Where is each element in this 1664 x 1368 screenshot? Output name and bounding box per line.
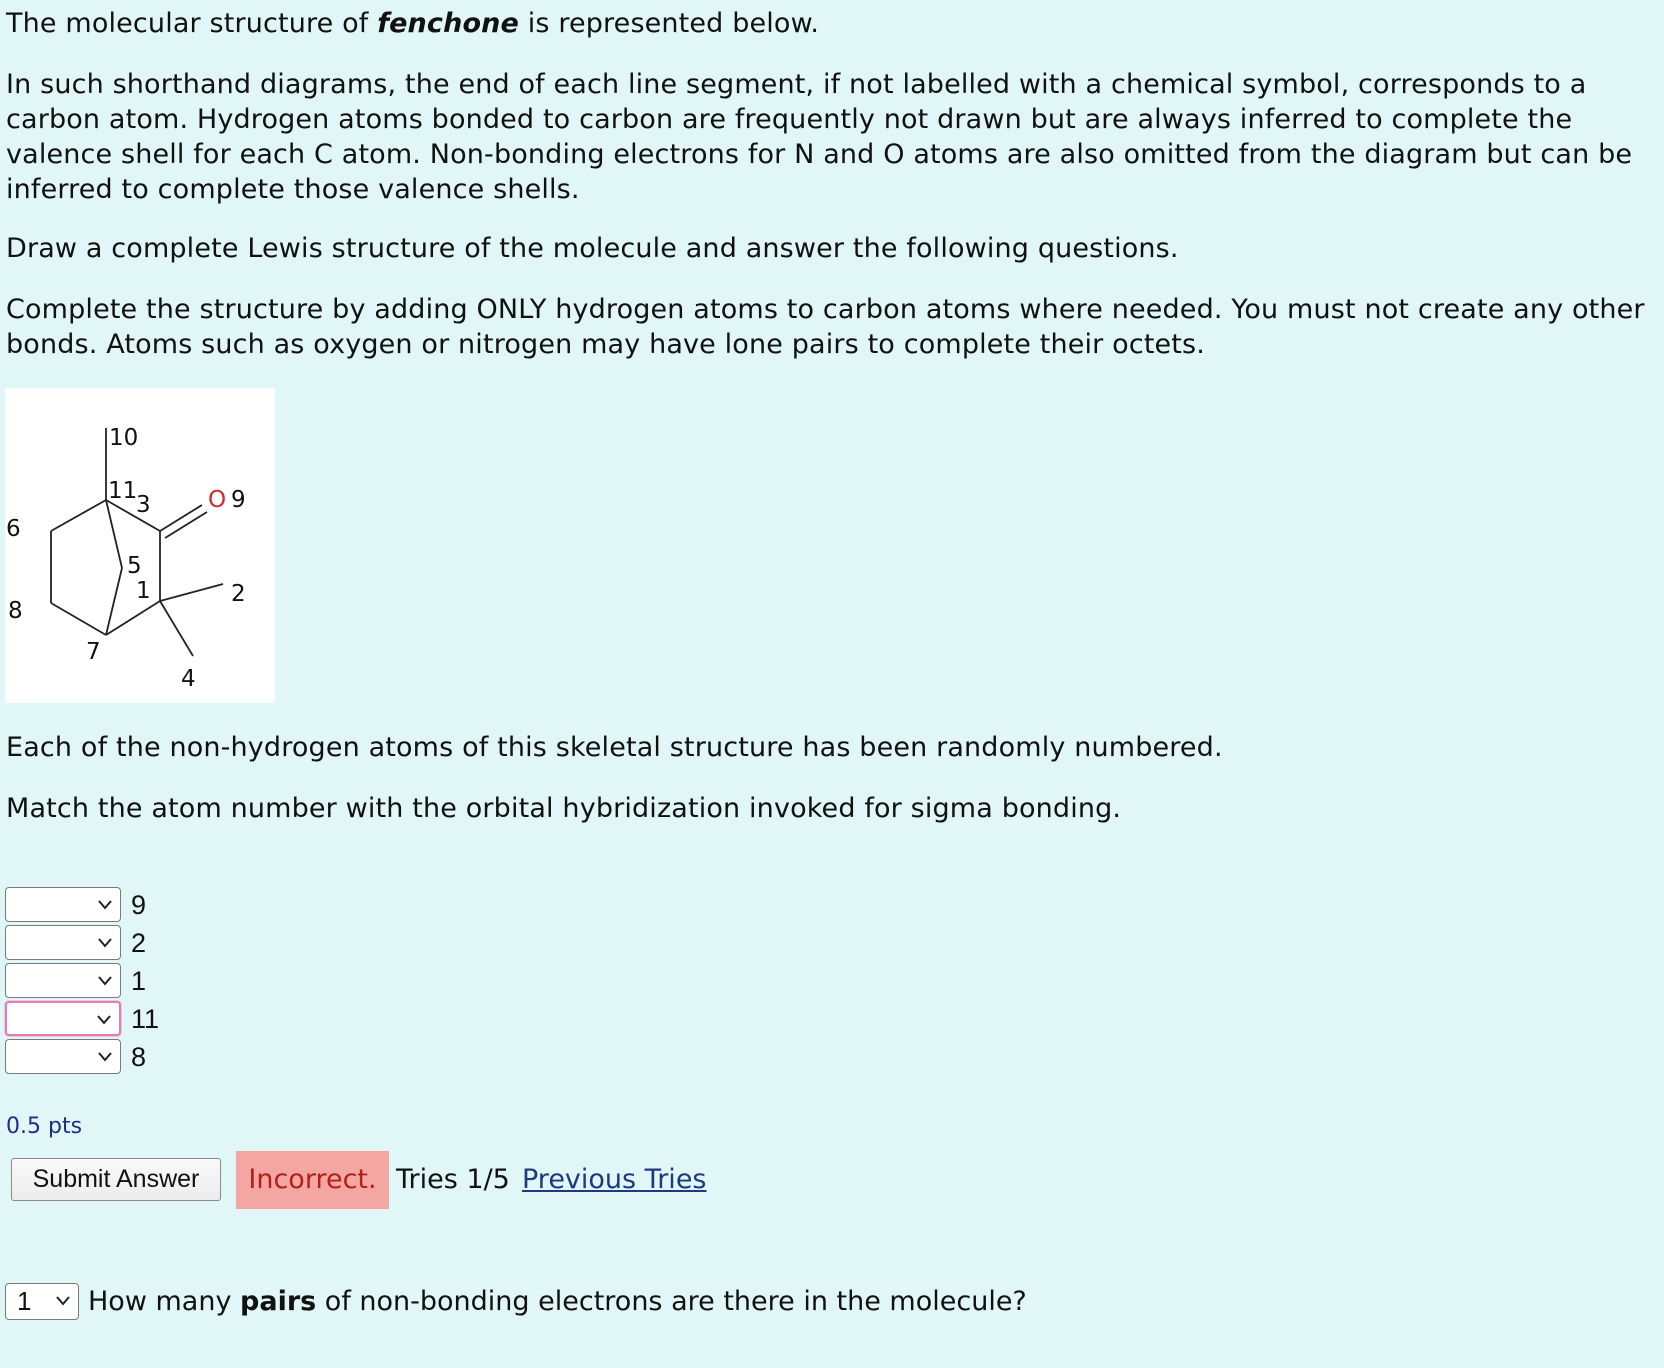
bond-11-5 <box>106 500 122 568</box>
hybridization-select-atom-2[interactable] <box>5 925 121 960</box>
atom-label-4: 4 <box>181 666 196 692</box>
bonds <box>51 428 223 656</box>
hybridization-select-atom-1[interactable] <box>5 963 121 998</box>
match-atom-label: 9 <box>131 890 147 920</box>
points-value: 0.5 pts <box>6 1114 83 1139</box>
match-atom-label: 8 <box>131 1042 147 1072</box>
submit-answer-button[interactable]: Submit Answer <box>11 1158 221 1201</box>
fenchone-structure-image <box>5 388 275 703</box>
nonbonding-pairs-selected-value: 1 <box>17 1286 32 1316</box>
match-atom-label: 1 <box>131 966 147 996</box>
intro-text: The molecular structure of fenchone is represented below. <box>6 8 820 39</box>
draw-instruction: Draw a complete Lewis structure of the molecule and answer the following questions. <box>6 233 1179 264</box>
match-atom-label: 2 <box>131 928 147 958</box>
atom-label-5: 5 <box>127 553 142 579</box>
nonbonding-pairs-question: How many pairs of non-bonding electrons are there in the molecule? <box>88 1286 1027 1317</box>
atom-label-6: 6 <box>6 516 21 542</box>
incorrect-status-badge: Incorrect. <box>236 1151 389 1209</box>
chevron-down-icon <box>97 938 113 948</box>
chevron-down-icon <box>96 1015 112 1025</box>
molecule-name: fenchone <box>377 8 519 39</box>
numbered-note: Each of the non-hydrogen atoms of this skeletal structure has been randomly numbered. <box>6 732 1223 763</box>
hybridization-select-atom-8[interactable] <box>5 1039 121 1074</box>
chevron-down-icon <box>97 1052 113 1062</box>
atom-label-10: 10 <box>109 425 139 451</box>
complete-instruction: Complete the structure by adding ONLY hydrogen atoms to carbon atoms where needed. You must not create any other bonds. Atoms such as oxygen or nitrogen may have lone pairs to complete their octets. <box>6 294 1645 360</box>
atom-label-oxygen: O <box>208 487 227 513</box>
bond-1-4 <box>160 601 193 656</box>
atom-label-8: 8 <box>8 598 23 624</box>
nonbonding-pairs-select[interactable] <box>5 1283 79 1320</box>
skeletal-structure-diagram <box>5 388 275 703</box>
hybridization-select-atom-9[interactable] <box>5 887 121 922</box>
atom-label-7: 7 <box>86 639 101 665</box>
atom-label-2: 2 <box>231 581 246 607</box>
atom-label-3: 3 <box>136 492 151 518</box>
chevron-down-icon <box>97 900 113 910</box>
hybridization-select-atom-11[interactable] <box>5 1001 121 1036</box>
bond-1-7 <box>106 601 160 635</box>
atom-label-9: 9 <box>231 487 246 513</box>
atom-label-1: 1 <box>136 578 151 604</box>
match-instruction: Match the atom number with the orbital hybridization invoked for sigma bonding. <box>6 793 1122 824</box>
shorthand-explanation: In such shorthand diagrams, the end of each line segment, if not labelled with a chemical symbol, corresponds to a carbon atom. Hydrogen atoms bonded to carbon are frequently not drawn but are always inferred to complete the valence shell for each C atom. Non-bonding electrons for N and O atoms are also omitted from the diagram but can be inferred to complete those valence shells. <box>6 69 1633 205</box>
atom-label-11: 11 <box>108 478 138 504</box>
bond-11-3 <box>106 500 160 531</box>
tries-count: Tries 1/5 <box>396 1164 510 1195</box>
bond-11-6 <box>51 500 106 531</box>
bond-5-7 <box>106 568 122 635</box>
bond-1-2 <box>160 584 223 601</box>
chevron-down-icon <box>55 1296 71 1306</box>
previous-tries-link[interactable]: Previous Tries <box>522 1164 707 1195</box>
chevron-down-icon <box>97 976 113 986</box>
bond-8-7 <box>51 603 106 635</box>
match-atom-label: 11 <box>131 1004 160 1034</box>
